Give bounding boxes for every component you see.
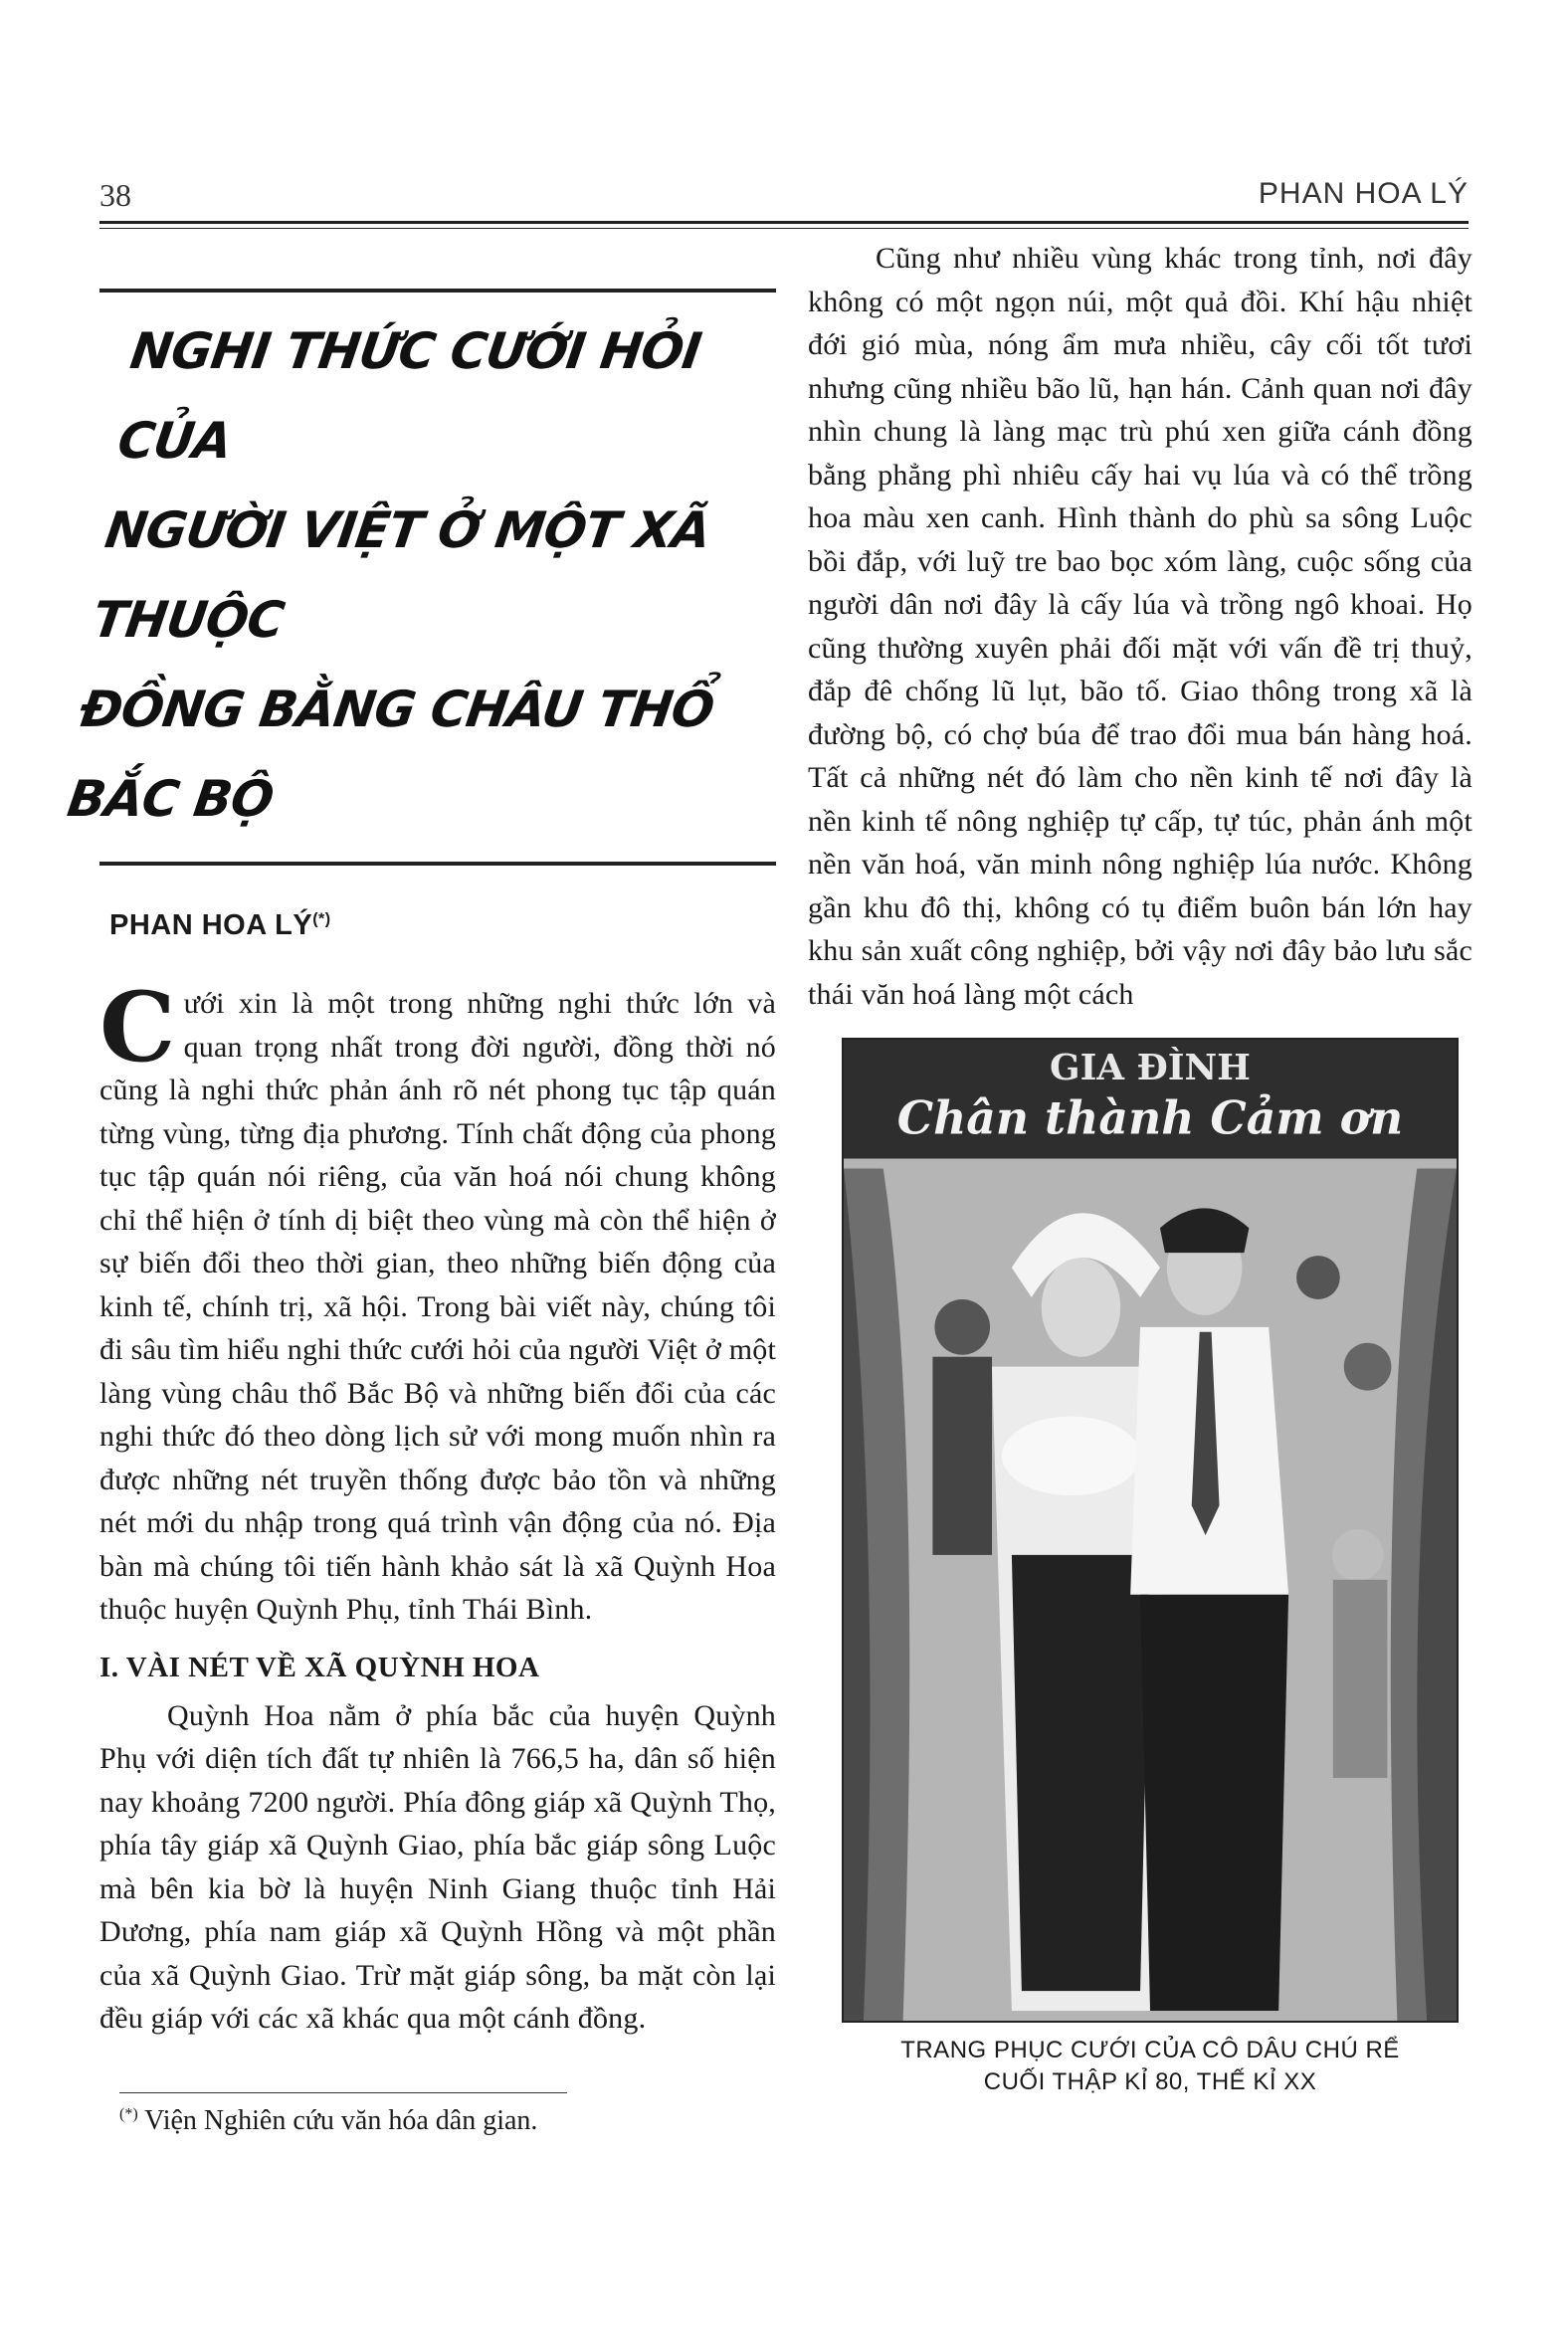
right-paragraph: Cũng như nhiều vùng khác trong tỉnh, nơi đây không có một ngọn núi, một quả đồi. Khí hậu nhiệt đới gió mùa, nóng ẩm mưa nhiều, cây cối tốt tươi nhưng cũng nhiều bão lũ, hạn hán. Cảnh quan nơi đây nhìn chung là làng mạc trù phú xen giữa cánh đồng bằng phẳng phì nhiêu cấy hai vụ lúa và có thể trồng hoa màu xen canh. Hình thành do phù sa sông Luộc bồi đắp, với luỹ tre bao bọc xóm làng, cuộc sống của người dân nơi đây là cấy lúa và trồng ngô khoai. Họ cũng thường xuyên phải đối mặt với vấn đề trị thuỷ, đắp đê chống lũ lụt, bão tố. Giao thông trong xã là đường bộ, có chợ búa để trao đổi mua bán hàng hoá. Tất cả những nét đó làm cho nền kinh tế nơi đây là nền kinh tế nông nghiệp tự cấp, tự túc, phản ánh một nền văn hoá, văn minh nông nghiệp lúa nước. Không gần khu đô thị, không có tụ điểm buôn bán lớn hay khu sản xuất công nghiệp, bởi vậy nơi đây bảo lưu sắc thái văn hoá làng một cách — [808, 242, 1472, 1011]
title-line-2: NGƯỜI VIỆT Ở MỘT XÃ THUỘC — [89, 501, 714, 649]
intro-text: ưới xin là một trong những nghi thức lớn và quan trọng nhất trong đời người, đồng thời nó cũng là nghi thức phản ánh rõ nét phong tục tập quán từng vùng, từng địa phương. Tính chất động của phong tục tập quán nói riêng, của văn hoá nói chung không chỉ thể hiện ở tính dị biệt theo vùng mà còn thể hiện ở sự biến đổi theo thời gian, theo những biến động của kinh tế, chính trị, xã hội. Trong bài viết này, chúng tôi đi sâu tìm hiểu nghi thức cưới hỏi của người Việt ở một làng vùng châu thổ Bắc Bộ và những biến đổi của các nghi thức đó theo dòng lịch sử với mong muốn nhìn ra được những nét truyền thống được bảo tồn và những nét mới du nhập trong quá trình vận động của nó. Địa bàn mà chúng tôi tiến hành khảo sát là xã Quỳnh Hoa thuộc huyện Quỳnh Phụ, tỉnh Thái Bình. — [99, 987, 776, 1626]
footnote-mark: (*) — [119, 2105, 138, 2123]
wedding-photo — [842, 1038, 1459, 2023]
article-title — [62, 306, 814, 844]
author-byline — [109, 909, 776, 942]
footnote-rule — [119, 2092, 567, 2093]
banner-title: GIA ĐÌNH — [1050, 1046, 1251, 1088]
banner-subtitle: Chân thành Cảm ơn — [896, 1090, 1404, 1145]
section-paragraph: Quỳnh Hoa nằm ở phía bắc của huyện Quỳnh Phụ với diện tích đất tự nhiên là 766,5 ha, dân số hiện nay khoảng 7200 người. Phía đông giáp xã Quỳnh Thọ, phía tây giáp xã Quỳnh Giao, phía bắc giáp sông Luộc mà bên kia bờ là huyện Ninh Giang thuộc tỉnh Hải Dương, phía nam giáp xã Quỳnh Hồng và một phần của xã Quỳnh Giao. Trừ mặt giáp sông, ba mặt còn lại đều giáp với các xã khác qua một cánh đồng. — [99, 1698, 776, 2035]
intro-paragraph — [99, 971, 776, 1632]
caption-line-1: TRANG PHỤC CƯỚI CỦA CÔ DÂU CHÚ RỂ — [900, 2037, 1400, 2063]
author-name: PHAN HOA LÝ — [109, 909, 313, 941]
author-note-mark: (*) — [312, 910, 331, 928]
photo-caption — [842, 2035, 1459, 2098]
title-box — [64, 289, 776, 866]
title-line-3: ĐỒNG BẰNG CHÂU THỔ BẮC BỘ — [64, 681, 717, 828]
page-number: 38 — [99, 177, 131, 213]
running-head: PHAN HOA LÝ — [1258, 177, 1469, 210]
title-line-1: NGHI THỨC CƯỚI HỎI CỦA — [113, 322, 704, 470]
caption-line-2: CUỐI THẬP KỈ 80, THẾ KỈ XX — [983, 2068, 1317, 2095]
right-column — [808, 237, 1472, 2098]
section-heading: I. VÀI NÉT VỀ XÃ QUỲNH HOA — [99, 1651, 540, 1683]
footnote-text: Viện Nghiên cứu văn hóa dân gian. — [144, 2104, 538, 2136]
header-rule — [99, 221, 1469, 229]
drop-cap: C — [99, 971, 176, 1083]
left-column — [64, 289, 776, 2137]
photo-figure — [842, 1038, 1459, 2098]
footnote — [119, 2105, 776, 2137]
